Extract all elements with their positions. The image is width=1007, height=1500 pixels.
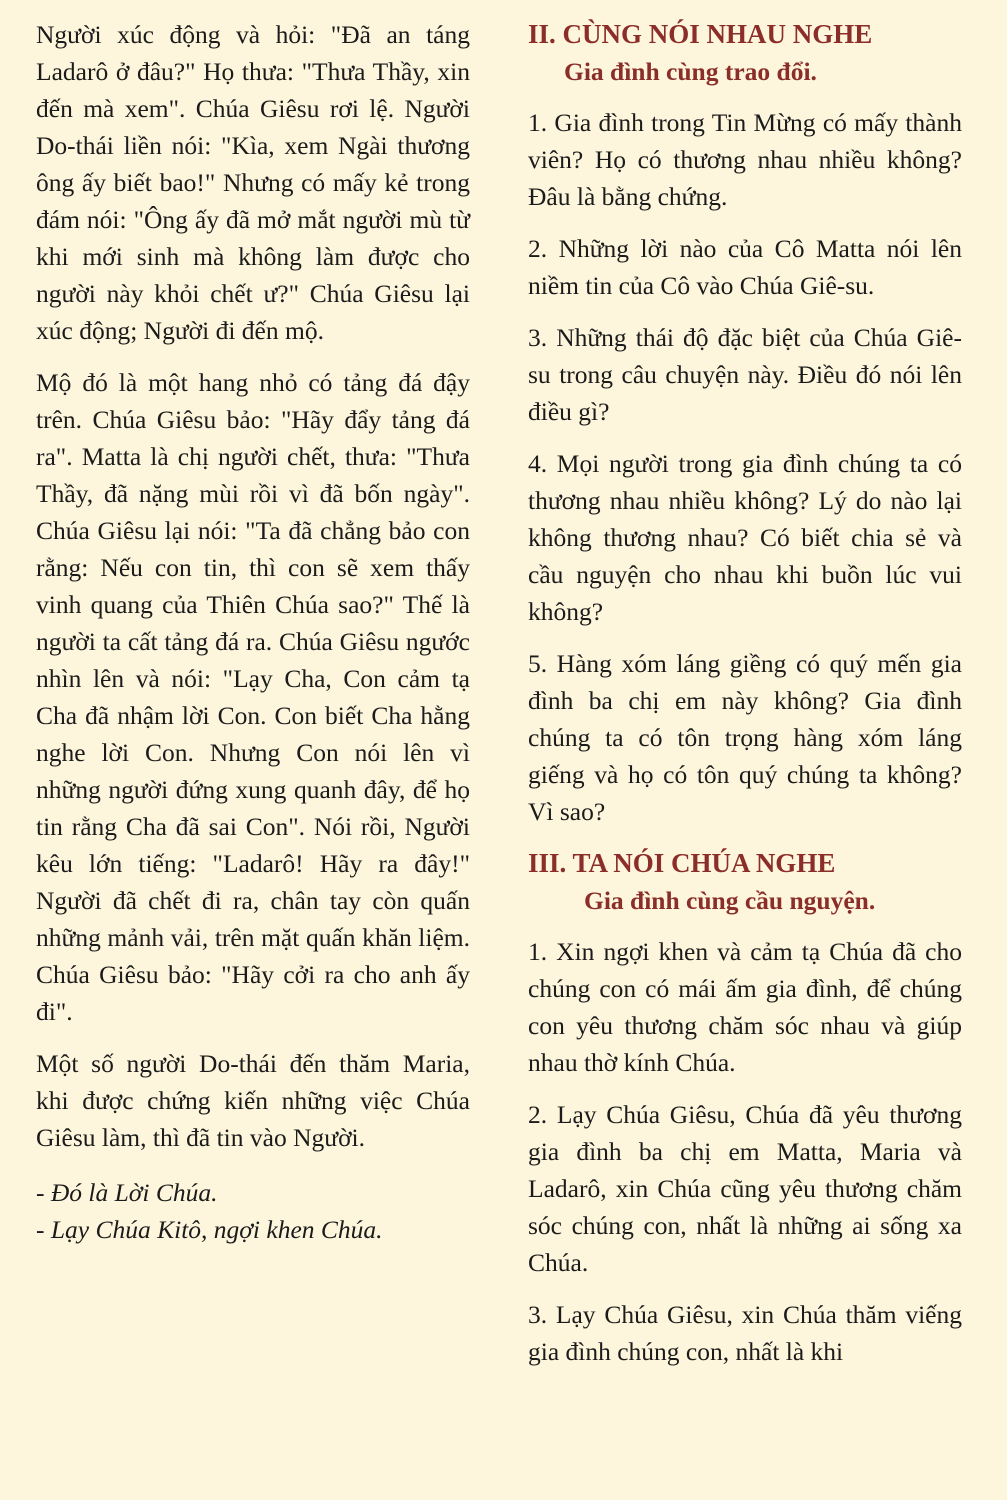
section-2-subheading: Gia đình cùng trao đổi. [564,57,817,86]
gospel-paragraph: Một số người Do-thái đến thăm Maria, khi được chứng kiến những việc Chúa Giêsu làm, thì đã tin vào Người. [36,1049,470,1152]
left-column [36,16,470,1248]
prayer-intention: 2. Lạy Chúa Giêsu, Chúa đã yêu thương gia đình ba chị em Matta, Maria và Ladarô, xin Chúa cũng yêu thương chăm sóc chúng con, nhất là những ai sống xa Chúa. [528,1100,962,1277]
discussion-question: 1. Gia đình trong Tin Mừng có mấy thành viên? Họ có thương nhau nhiều không? Đâu là bằng chứng. [528,108,962,211]
section-3-heading: III. TA NÓI CHÚA NGHE [528,848,836,878]
closing-acclamation [36,1174,470,1248]
discussion-question: 2. Những lời nào của Cô Matta nói lên niềm tin của Cô vào Chúa Giê-su. [528,234,962,300]
discussion-question: 5. Hàng xóm láng giềng có quý mến gia đình ba chị em này không? Gia đình chúng ta có tôn trọng hàng xóm láng giếng và họ có tôn quý chúng ta không? Vì sao? [528,649,962,826]
gospel-paragraph: Người xúc động và hỏi: "Đã an táng Ladarô ở đâu?" Họ thưa: "Thưa Thầy, xin đến mà xem". Chúa Giêsu rơi lệ. Người Do-thái liền nói: "Kìa, xem Ngài thương ông ấy biết bao!" Nhưng có mấy kẻ trong đám nói: "Ông ấy đã mở mắt người mù từ khi mới sinh mà không làm được cho người này khỏi chết ư?" Chúa Giêsu lại xúc động; Người đi đến mộ. [36,20,470,345]
closing-line: - Lạy Chúa Kitô, ngợi khen Chúa. [36,1215,383,1244]
prayer-intention: 3. Lạy Chúa Giêsu, xin Chúa thăm viếng gia đình chúng con, nhất là khi [528,1300,962,1366]
section-2-heading: II. CÙNG NÓI NHAU NGHE [528,19,873,49]
closing-line: - Đó là Lời Chúa. [36,1178,218,1207]
discussion-question: 3. Những thái độ đặc biệt của Chúa Giê-su trong câu chuyện này. Điều đó nói lên điều gì? [528,323,962,426]
right-column [528,16,962,1385]
prayer-intention: 1. Xin ngợi khen và cảm tạ Chúa đã cho chúng con có mái ấm gia đình, để chúng con yêu thương chăm sóc nhau và giúp nhau thờ kính Chúa. [528,937,962,1077]
discussion-question: 4. Mọi người trong gia đình chúng ta có thương nhau nhiều không? Lý do nào lại không thương nhau? Có biết chia sẻ và cầu nguyện cho nhau khi buồn lúc vui không? [528,449,962,626]
gospel-paragraph: Mộ đó là một hang nhỏ có tảng đá đậy trên. Chúa Giêsu bảo: "Hãy đẩy tảng đá ra". Matta là chị người chết, thưa: "Thưa Thầy, đã nặng mùi rồi vì đã bốn ngày". Chúa Giêsu lại nói: "Ta đã chẳng bảo con rằng: Nếu con tin, thì con sẽ xem thấy vinh quang của Thiên Chúa sao?" Thế là người ta cất tảng đá ra. Chúa Giêsu ngước nhìn lên và nói: "Lạy Cha, Con cảm tạ Cha đã nhậm lời Con. Con biết Cha hằng nghe lời Con. Nhưng Con nói lên vì những người đứng xung quanh đây, để họ tin rằng Cha đã sai Con". Nói rồi, Người kêu lớn tiếng: "Ladarô! Hãy ra đây!" Người đã chết đi ra, chân tay còn quấn những mảnh vải, trên mặt quấn khăn liệm. Chúa Giêsu bảo: "Hãy cởi ra cho anh ấy đi". [36,368,470,1026]
section-3-subheading: Gia đình cùng cầu nguyện. [584,886,876,915]
